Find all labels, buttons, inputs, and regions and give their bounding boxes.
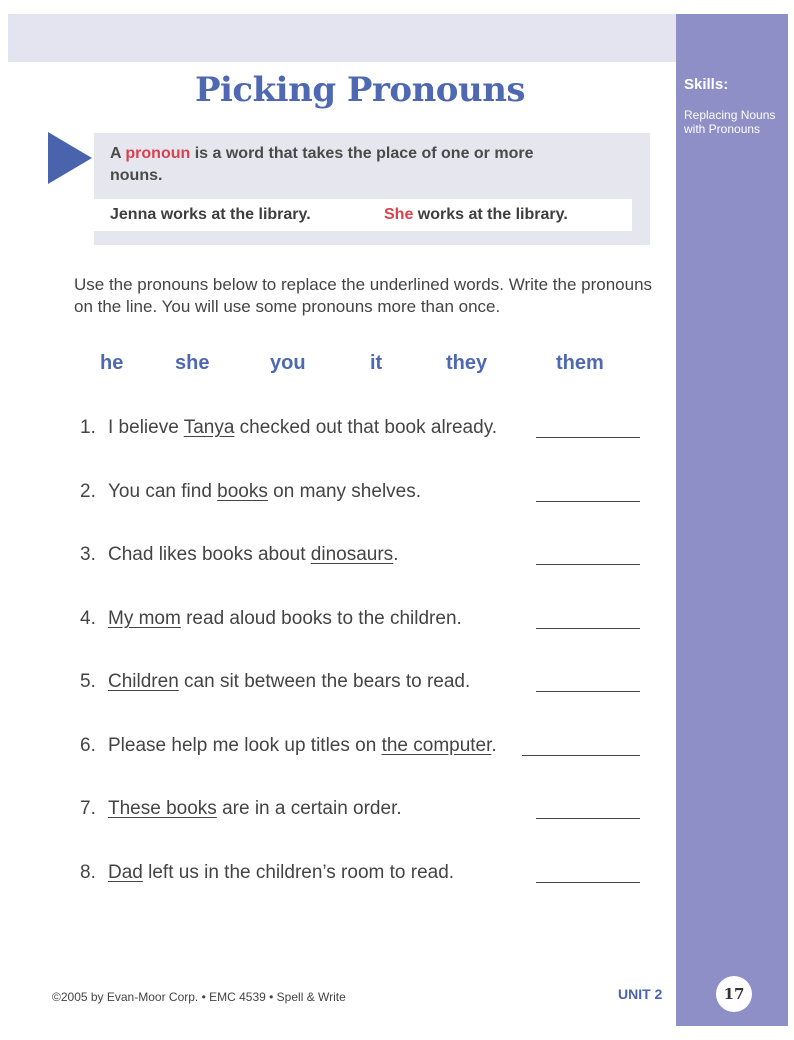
underlined-noun: the computer (381, 735, 492, 756)
question-after: checked out that book already. (234, 417, 498, 438)
question-8 (80, 862, 650, 890)
unit-label: UNIT 2 (618, 986, 663, 1002)
underlined-noun: Tanya (183, 417, 235, 438)
question-before: Chad likes books about (108, 544, 311, 565)
underlined-noun: Children (108, 671, 179, 692)
header-band (8, 14, 676, 62)
word-bank-item: it (370, 352, 383, 374)
question-3 (80, 544, 650, 572)
example-original: Jenna works at the library. (110, 206, 311, 223)
copyright-footer: ©2005 by Evan-Moor Corp. • EMC 4539 • Spell & Write (52, 990, 346, 1004)
page-number: 17 (716, 976, 752, 1012)
skills-heading: Skills: (684, 76, 729, 93)
answer-line[interactable] (536, 501, 640, 502)
question-after: . (491, 735, 497, 756)
word-bank-item: he (100, 352, 124, 374)
answer-line[interactable] (536, 882, 640, 883)
question-5 (80, 671, 650, 699)
question-after: left us in the children’s room to read. (142, 862, 455, 883)
underlined-noun: Dad (108, 862, 143, 883)
question-number: 3. (80, 544, 96, 565)
question-1 (80, 417, 650, 445)
underlined-noun: books (217, 481, 268, 502)
question-text (108, 608, 462, 630)
underlined-noun: dinosaurs (310, 544, 394, 565)
answer-line[interactable] (536, 818, 640, 819)
answer-line[interactable] (536, 691, 640, 692)
question-after: on many shelves. (267, 481, 422, 502)
question-number: 4. (80, 608, 96, 629)
word-bank-item: you (270, 352, 306, 374)
page-title: Picking Pronouns (194, 70, 526, 110)
answer-line[interactable] (536, 628, 640, 629)
example-replaced (384, 206, 568, 224)
skills-sidebar (676, 14, 788, 1026)
question-after: can sit between the bears to read. (178, 671, 471, 692)
example-box (94, 199, 632, 231)
question-number: 6. (80, 735, 96, 756)
definition-rest: is a word that takes the place of one or more nouns. (110, 145, 534, 184)
word-bank-item: they (446, 352, 488, 374)
question-2 (80, 481, 650, 509)
example-pronoun: She (384, 206, 414, 223)
underlined-noun: These books (108, 798, 217, 819)
question-4 (80, 608, 650, 636)
definition-lead: A (110, 145, 126, 162)
skills-description: Replacing Nouns with Pronouns (684, 108, 776, 136)
question-before: Please help me look up titles on (108, 735, 382, 756)
question-after: . (393, 544, 399, 565)
question-number: 1. (80, 417, 96, 438)
question-text (108, 735, 497, 757)
answer-line[interactable] (522, 755, 640, 756)
question-text (108, 544, 398, 566)
question-after: are in a certain order. (216, 798, 402, 819)
example-rest: works at the library. (413, 206, 568, 223)
definition-text (110, 143, 570, 187)
question-number: 5. (80, 671, 96, 692)
arrow-icon (48, 132, 92, 184)
question-number: 2. (80, 481, 96, 502)
question-text (108, 862, 454, 884)
question-text (108, 671, 470, 693)
question-text (108, 481, 421, 503)
question-6 (80, 735, 650, 763)
question-number: 7. (80, 798, 96, 819)
instructions: Use the pronouns below to replace the underlined words. Write the pronouns on the line. You will use some pronouns more than once. (74, 275, 653, 316)
question-before: You can find (108, 481, 218, 502)
answer-line[interactable] (536, 564, 640, 565)
question-text (108, 417, 497, 439)
question-7 (80, 798, 650, 826)
answer-line[interactable] (536, 437, 640, 438)
question-text (108, 798, 402, 820)
definition-keyword: pronoun (125, 145, 191, 162)
question-number: 8. (80, 862, 96, 883)
word-bank-item: she (175, 352, 210, 374)
word-bank-item: them (556, 352, 604, 374)
question-before: I believe (108, 417, 184, 438)
definition-box (94, 133, 650, 245)
question-after: read aloud books to the children. (180, 608, 462, 629)
underlined-noun: My mom (108, 608, 181, 629)
